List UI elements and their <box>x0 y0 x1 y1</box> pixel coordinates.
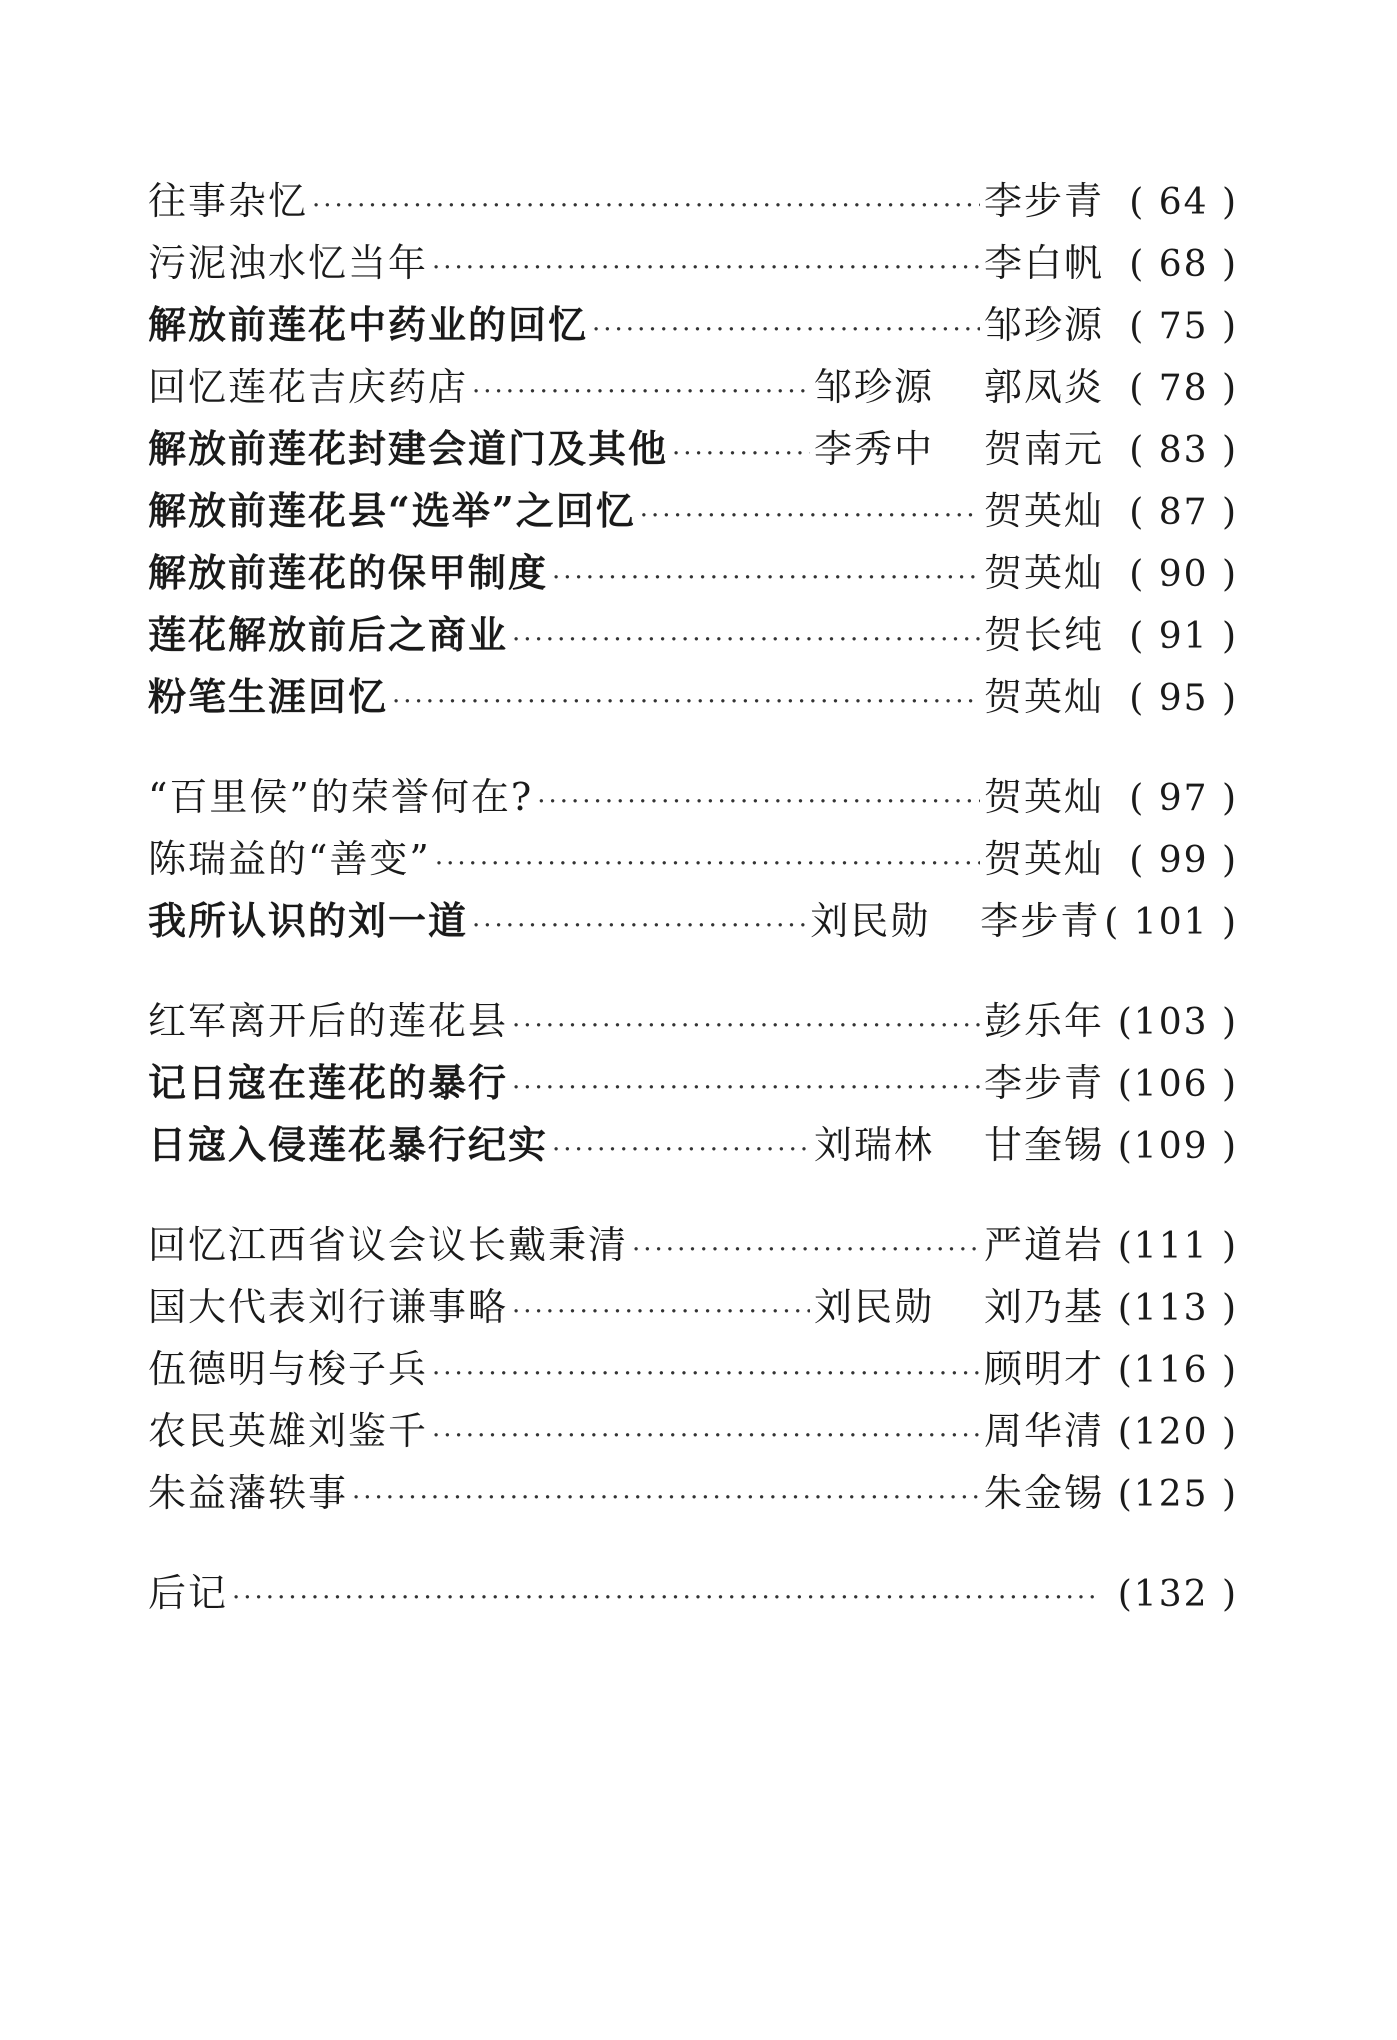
author-name: 刘民勋 <box>813 1285 934 1329</box>
author-name: 李步青 <box>983 179 1104 223</box>
page-number: ( 91 ) <box>1129 616 1238 657</box>
entry-authors <box>814 1114 1104 1176</box>
entry-title: 红军离开后的莲花县 <box>148 999 509 1043</box>
entry-title: 莲花解放前后之商业 <box>148 612 509 657</box>
entry-authors <box>984 480 1104 542</box>
toc-entry[interactable] <box>148 356 1238 418</box>
page-number: (103 ) <box>1117 1002 1238 1043</box>
dot-leader <box>512 609 980 671</box>
author-name: 贺英灿 <box>983 775 1104 819</box>
entry-title: 记日寇在莲花的暴行 <box>148 1060 509 1105</box>
entry-title: 回忆江西省议会议长戴秉清 <box>148 1223 629 1267</box>
dot-leader <box>232 1567 1100 1629</box>
entry-authors <box>984 170 1104 232</box>
toc-entry[interactable] <box>148 418 1238 480</box>
dot-leader <box>512 1057 980 1119</box>
dot-leader <box>512 995 980 1057</box>
toc-group <box>148 170 1238 728</box>
entry-title: 往事杂忆 <box>148 179 309 223</box>
entry-authors <box>984 232 1104 294</box>
entry-authors <box>984 1400 1104 1462</box>
toc-group <box>148 1214 1238 1524</box>
dot-leader <box>435 833 980 895</box>
page-number: ( 64 ) <box>1129 182 1238 223</box>
page-number: ( 95 ) <box>1129 678 1238 719</box>
dot-leader <box>537 771 980 833</box>
entry-title: 日寇入侵莲花暴行纪实 <box>148 1122 549 1167</box>
page-number: ( 99 ) <box>1129 840 1238 881</box>
author-name: 邹珍源 <box>983 303 1104 347</box>
entry-authors <box>984 1052 1104 1114</box>
page-number: ( 68 ) <box>1129 244 1238 285</box>
entry-authors <box>984 766 1104 828</box>
toc-entry[interactable] <box>148 1462 1238 1524</box>
toc-entry[interactable] <box>148 890 1238 952</box>
dot-leader <box>512 1281 810 1343</box>
author-name: 贺英灿 <box>983 837 1104 881</box>
entry-authors <box>810 890 1100 952</box>
page-number: ( 90 ) <box>1129 554 1238 595</box>
toc-entry[interactable] <box>148 828 1238 890</box>
dot-leader <box>312 175 980 237</box>
dot-leader <box>432 1343 980 1405</box>
page-number: (132 ) <box>1117 1574 1238 1615</box>
toc-entry[interactable] <box>148 542 1238 604</box>
toc-group <box>148 766 1238 952</box>
entry-authors <box>984 542 1104 604</box>
entry-authors <box>984 294 1104 356</box>
author-name: 郭凤炎 <box>983 365 1104 409</box>
page-number: ( 97 ) <box>1129 778 1238 819</box>
dot-leader <box>432 237 980 299</box>
page-number: ( 101 ) <box>1104 902 1238 943</box>
entry-title: 解放前莲花的保甲制度 <box>148 550 549 595</box>
page-number: ( 75 ) <box>1129 306 1238 347</box>
entry-authors <box>984 1462 1104 1524</box>
author-name: 李步青 <box>983 1061 1104 1105</box>
dot-leader <box>672 423 810 485</box>
author-name: 顾明才 <box>983 1347 1104 1391</box>
entry-title: 伍德明与梭子兵 <box>148 1347 429 1391</box>
entry-title: 粉笔生涯回忆 <box>148 674 389 719</box>
page-number: (113 ) <box>1117 1288 1238 1329</box>
entry-title: “百里侯”的荣誉何在? <box>148 775 534 819</box>
entry-authors <box>814 418 1104 480</box>
entry-authors <box>984 604 1104 666</box>
author-name: 贺英灿 <box>983 551 1104 595</box>
entry-authors <box>984 1338 1104 1400</box>
author-name: 李步青 <box>980 899 1101 943</box>
toc-entry[interactable] <box>148 232 1238 294</box>
entry-authors <box>814 1276 1104 1338</box>
page-number: (111 ) <box>1117 1226 1238 1267</box>
dot-leader <box>392 671 980 733</box>
author-name: 邹珍源 <box>813 365 934 409</box>
author-name: 贺南元 <box>983 427 1104 471</box>
toc-entry[interactable] <box>148 990 1238 1052</box>
author-name: 李秀中 <box>813 427 934 471</box>
entry-authors <box>984 990 1104 1052</box>
author-name: 朱金锡 <box>983 1471 1104 1515</box>
table-of-contents <box>148 170 1238 1662</box>
author-name: 贺英灿 <box>983 489 1104 533</box>
entry-title: 陈瑞益的“善变” <box>148 837 431 881</box>
author-name: 贺长纯 <box>983 613 1104 657</box>
author-name: 周华清 <box>983 1409 1104 1453</box>
author-name: 彭乐年 <box>983 999 1104 1043</box>
dot-leader <box>640 485 980 547</box>
page-number: (109 ) <box>1117 1126 1238 1167</box>
entry-authors <box>814 356 1104 418</box>
page-number: (120 ) <box>1117 1412 1238 1453</box>
author-name: 刘瑞林 <box>813 1123 934 1167</box>
toc-entry[interactable] <box>148 1338 1238 1400</box>
author-name: 刘乃基 <box>983 1285 1104 1329</box>
dot-leader <box>472 895 806 957</box>
page-number: (106 ) <box>1117 1064 1238 1105</box>
entry-title: 后记 <box>148 1571 229 1615</box>
dot-leader <box>552 547 980 609</box>
dot-leader <box>432 1405 980 1467</box>
entry-authors <box>984 1214 1104 1276</box>
entry-authors <box>984 828 1104 890</box>
entry-title: 朱益藩轶事 <box>148 1471 349 1515</box>
page-number: (116 ) <box>1117 1350 1238 1391</box>
entry-title: 我所认识的刘一道 <box>148 898 469 943</box>
toc-group <box>148 990 1238 1176</box>
entry-title: 污泥浊水忆当年 <box>148 241 429 285</box>
entry-title: 农民英雄刘鉴千 <box>148 1409 429 1453</box>
page-number: ( 87 ) <box>1129 492 1238 533</box>
dot-leader <box>552 1119 810 1181</box>
toc-entry[interactable] <box>148 604 1238 666</box>
toc-entry[interactable] <box>148 766 1238 828</box>
dot-leader <box>472 361 810 423</box>
author-name: 甘奎锡 <box>983 1123 1104 1167</box>
toc-entry[interactable] <box>148 170 1238 232</box>
entry-title: 解放前莲花中药业的回忆 <box>148 302 589 347</box>
toc-entry[interactable] <box>148 1400 1238 1462</box>
toc-entry[interactable] <box>148 294 1238 356</box>
toc-entry[interactable] <box>148 1276 1238 1338</box>
dot-leader <box>352 1467 980 1529</box>
entry-authors <box>984 666 1104 728</box>
entry-title: 回忆莲花吉庆药店 <box>148 365 469 409</box>
author-name: 贺英灿 <box>983 675 1104 719</box>
entry-title: 解放前莲花县“选举”之回忆 <box>148 488 636 533</box>
toc-entry[interactable] <box>148 480 1238 542</box>
dot-leader <box>632 1219 980 1281</box>
toc-entry[interactable] <box>148 1562 1238 1624</box>
entry-title: 解放前莲花封建会道门及其他 <box>148 426 669 471</box>
author-name: 李白帆 <box>983 241 1104 285</box>
entry-title: 国大代表刘行谦事略 <box>148 1285 509 1329</box>
author-name: 刘民勋 <box>810 899 931 943</box>
toc-entry[interactable] <box>148 1114 1238 1176</box>
page-number: (125 ) <box>1117 1474 1238 1515</box>
toc-entry[interactable] <box>148 666 1238 728</box>
toc-entry[interactable] <box>148 1052 1238 1114</box>
toc-group <box>148 1562 1238 1624</box>
page-number: ( 78 ) <box>1129 368 1238 409</box>
author-name: 严道岩 <box>983 1223 1104 1267</box>
page-number: ( 83 ) <box>1129 430 1238 471</box>
dot-leader <box>592 299 980 361</box>
toc-entry[interactable] <box>148 1214 1238 1276</box>
